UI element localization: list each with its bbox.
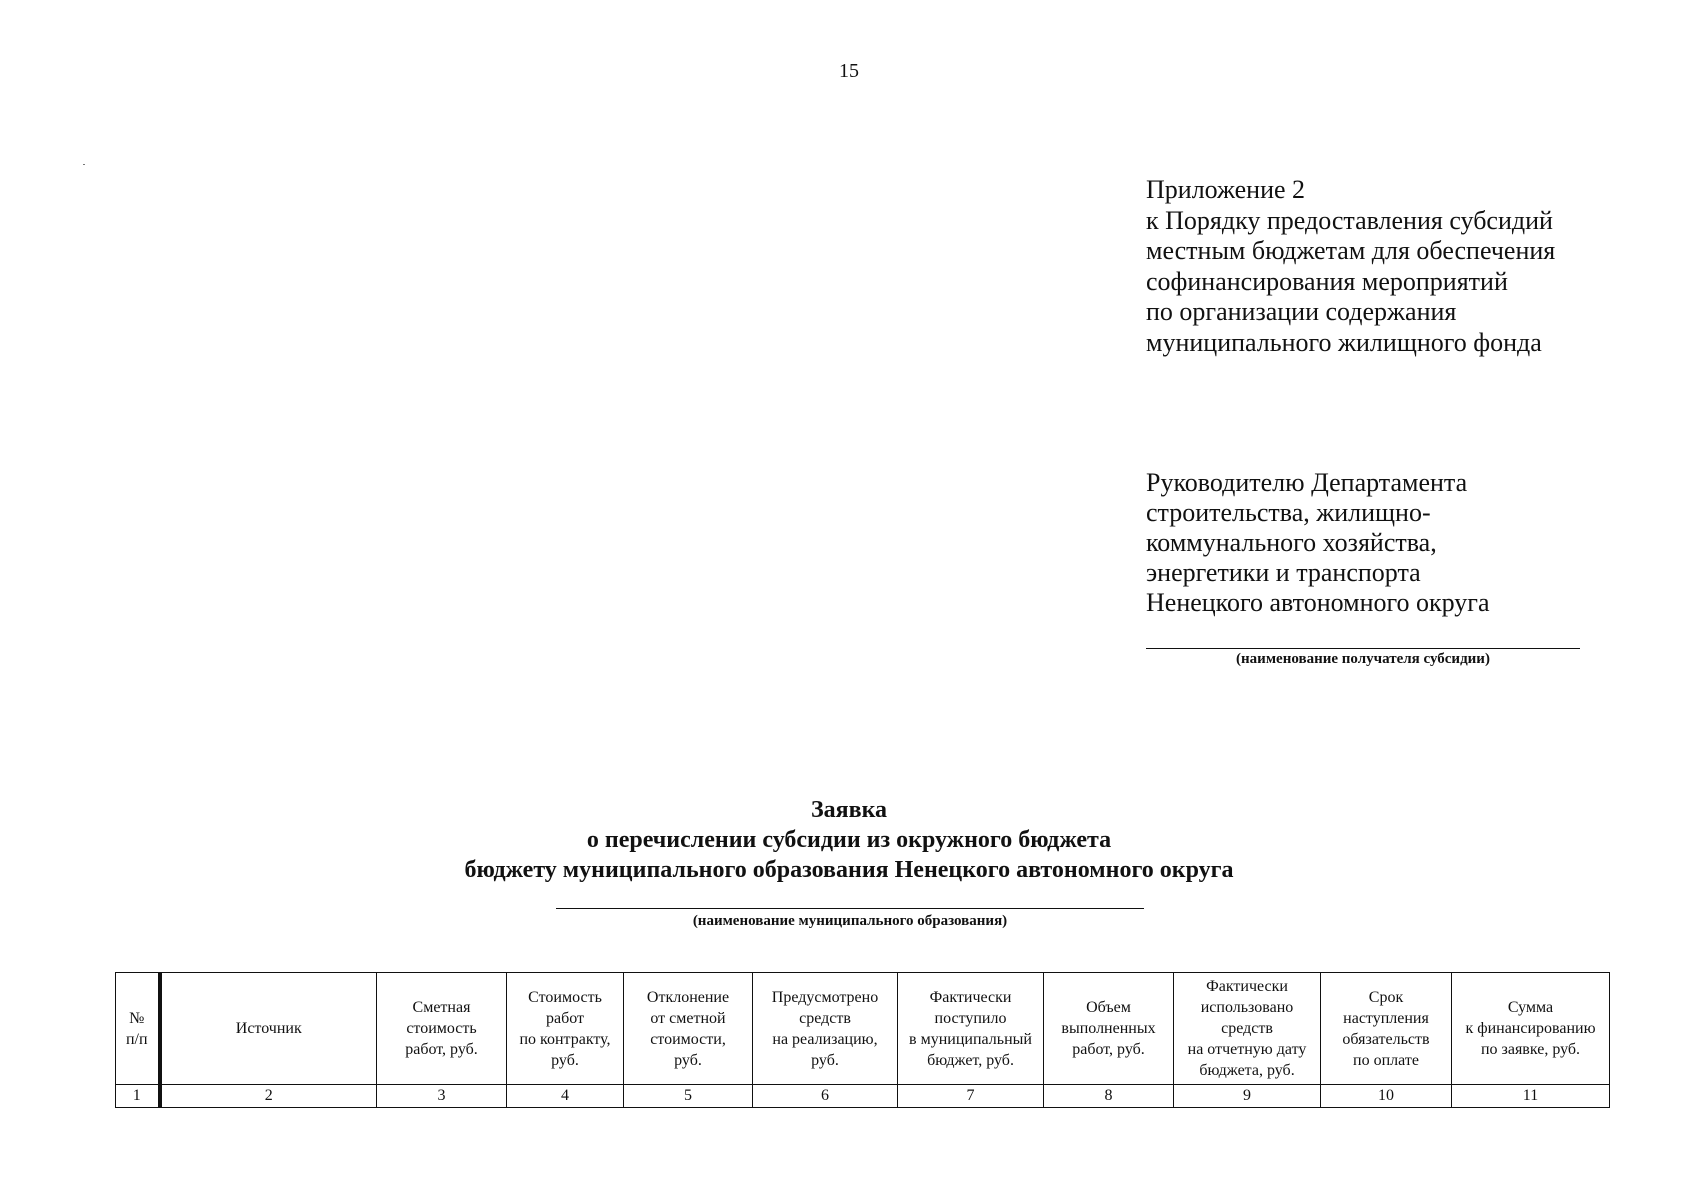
header-cell-planned-funds: Предусмотрено средств на реализацию, руб. (753, 973, 898, 1085)
document-title (0, 795, 1698, 885)
title-line: Заявка (810, 797, 888, 823)
appendix-line: по организации содержания (1146, 297, 1457, 326)
municipality-fill-line (556, 908, 1144, 909)
header-cell-work-volume: Объем выполненных работ, руб. (1044, 973, 1174, 1085)
appendix-line: Приложение 2 (1146, 175, 1306, 204)
column-number-cell: 8 (1044, 1085, 1174, 1108)
addressee-block (1146, 468, 1490, 618)
appendix-line: к Порядку предоставления субсидий (1146, 205, 1553, 235)
column-number-cell: 5 (624, 1085, 753, 1108)
application-table (115, 972, 1610, 1108)
column-number-cell: 11 (1452, 1085, 1610, 1108)
header-cell-received-funds: Фактически поступило в муниципальный бюджет, руб. (898, 973, 1044, 1085)
municipality-caption: (наименование муниципального образования) (692, 913, 1008, 929)
header-cell-estimated-cost: Сметная стоимость работ, руб. (377, 973, 507, 1085)
appendix-line: муниципального жилищного фонда (1146, 327, 1542, 357)
column-number-cell: 1 (116, 1085, 160, 1108)
addressee-line: Ненецкого автономного округа (1146, 588, 1490, 617)
page-number: 15 (839, 60, 859, 82)
column-number-cell: 4 (507, 1085, 624, 1108)
header-cell-used-funds: Фактически использовано средств на отчетную дату бюджета, руб. (1174, 973, 1321, 1085)
recipient-caption: (наименование получателя субсидии) (1236, 651, 1490, 667)
column-number-cell: 9 (1174, 1085, 1321, 1108)
header-cell-payment-deadline: Срок наступления обязательств по оплате (1321, 973, 1452, 1085)
title-line: о перечислении субсидии из окружного бюджета (586, 827, 1112, 853)
addressee-line: энергетики и транспорта (1146, 558, 1421, 587)
appendix-line: местным бюджетам для обеспечения (1146, 236, 1556, 265)
recipient-fill-line (1146, 648, 1580, 649)
title-line: бюджету муниципального образования Ненецкого автономного округа (464, 857, 1234, 883)
addressee-line: Руководителю Департамента (1146, 468, 1468, 497)
column-number-cell: 3 (377, 1085, 507, 1108)
addressee-line: строительства, жилищно- (1146, 498, 1431, 527)
header-cell-source: Источник (160, 973, 377, 1085)
table-column-numbers-row (116, 1085, 1610, 1108)
column-number-cell: 2 (160, 1085, 377, 1108)
scan-speck (83, 164, 85, 165)
table-header-row (116, 973, 1610, 1085)
column-number-cell: 10 (1321, 1085, 1452, 1108)
header-cell-number: № п/п (116, 973, 160, 1085)
header-cell-contract-cost: Стоимость работ по контракту, руб. (507, 973, 624, 1085)
header-cell-requested-amount: Сумма к финансированию по заявке, руб. (1452, 973, 1610, 1085)
addressee-line: коммунального хозяйства, (1146, 528, 1437, 557)
appendix-block (1146, 175, 1555, 358)
header-cell-deviation: Отклонение от сметной стоимости, руб. (624, 973, 753, 1085)
appendix-line: софинансирования мероприятий (1146, 266, 1508, 296)
column-number-cell: 6 (753, 1085, 898, 1108)
column-number-cell: 7 (898, 1085, 1044, 1108)
